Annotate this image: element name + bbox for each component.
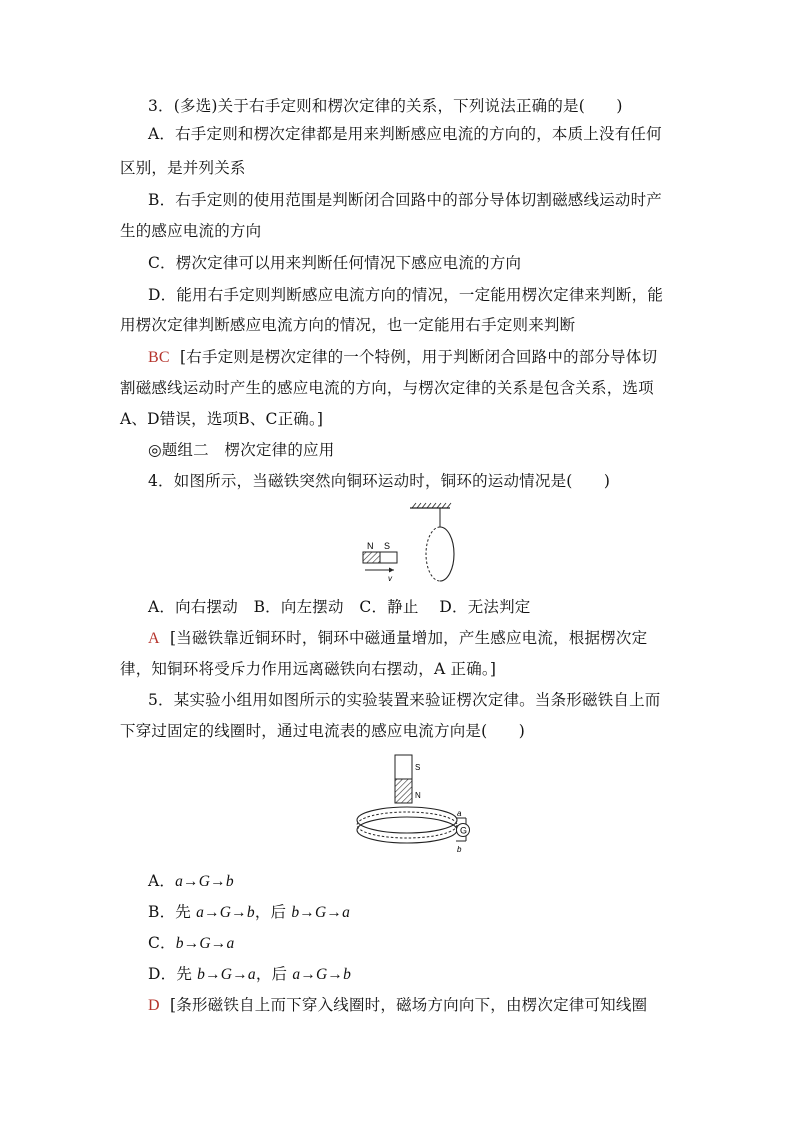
terminal-b-label: b — [457, 845, 462, 854]
q3-option-a-line1: A．右手定则和楞次定律都是用来判断感应电流的方向的，本质上没有任何 — [148, 125, 662, 143]
ceiling-hatch — [412, 503, 451, 508]
velocity-label: v — [388, 574, 392, 583]
q3-explanation-line2: 割磁感线运动时产生的感应电流的方向，与楞次定律的关系是包含关系，选项 — [120, 379, 654, 397]
q3-option-b-line2: 生的感应电流的方向 — [120, 222, 262, 240]
q4-stem: 4．如图所示，当磁铁突然向铜环运动时，铜环的运动情况是( ) — [148, 472, 611, 490]
magnet-south-half — [380, 552, 397, 563]
coil-bottom — [357, 817, 457, 843]
magnet-north-half — [363, 552, 380, 563]
q5-stem-line2: 下穿过固定的线圈时，通过电流表的感应电流方向是( ) — [120, 722, 525, 740]
ring-front — [440, 527, 454, 581]
q5-figure-magnet-coil — [350, 752, 480, 858]
q4-options: A．向右摆动 B．向左摆动 C．静止 D．无法判定 — [148, 598, 531, 616]
q4-explanation-line2: 律，知铜环将受斥力作用远离磁铁向右摆动，A 正确。] — [120, 660, 497, 678]
q5-option-d: D．先 b→G→a，后 a→G→b — [148, 965, 352, 983]
q5-stem-line1: 5．某实验小组用如图所示的实验装置来验证楞次定律。当条形磁铁自上而 — [148, 691, 661, 709]
q3-option-a-line2: 区别，是并列关系 — [120, 159, 246, 177]
group-heading: ◎题组二 楞次定律的应用 — [148, 441, 335, 459]
q5-answer: D — [148, 997, 160, 1014]
magnet-n-label: N — [367, 541, 374, 551]
q5-option-b: B．先 a→G→b，后 b→G→a — [148, 903, 351, 921]
magnet-s-label: S — [384, 541, 391, 551]
q3-option-c: C．楞次定律可以用来判断任何情况下感应电流的方向 — [148, 254, 522, 272]
q3-option-d-line2: 用楞次定律判断感应电流方向的情况，也一定能用右手定则来判断 — [120, 316, 576, 334]
q3-explanation-line3: A、D错误，选项B、C正确。] — [120, 410, 324, 428]
q3-option-d-line1: D．能用右手定则判断感应电流方向的情况，一定能用楞次定律来判断，能 — [148, 286, 664, 304]
q3-answer: BC — [148, 349, 170, 366]
coil-middle — [357, 812, 457, 838]
magnet-n-label: N — [415, 791, 421, 800]
q5-explanation-line1: D [条形磁铁自上而下穿入线圈时，磁场方向向下，由楞次定律可知线圈 — [148, 996, 648, 1014]
q3-option-b-line1: B．右手定则的使用范围是判断闭合回路中的部分导体切割磁感线运动时产 — [148, 191, 662, 209]
q4-explanation-line1: A [当磁铁靠近铜环时，铜环中磁通量增加，产生感应电流，根据楞次定 — [148, 629, 648, 647]
q4-figure-magnet-ring — [350, 500, 480, 592]
magnet-north-half — [395, 779, 412, 803]
velocity-arrowhead — [389, 568, 394, 573]
ring-back — [426, 527, 440, 581]
q4-answer: A — [148, 630, 160, 647]
magnet-s-label: S — [415, 763, 421, 772]
coil-top — [357, 807, 457, 833]
galvanometer-label: G — [460, 825, 468, 836]
q5-option-c: C．b→G→a — [148, 934, 235, 952]
magnet-south-half — [395, 755, 412, 779]
q3-stem: 3．(多选)关于右手定则和楞次定律的关系，下列说法正确的是( ) — [148, 97, 623, 115]
terminal-a-label: a — [457, 809, 462, 818]
q5-option-a: A．a→G→b — [148, 872, 234, 890]
q3-explanation-line1: BC [右手定则是楞次定律的一个特例，用于判断闭合回路中的部分导体切 — [148, 348, 658, 366]
